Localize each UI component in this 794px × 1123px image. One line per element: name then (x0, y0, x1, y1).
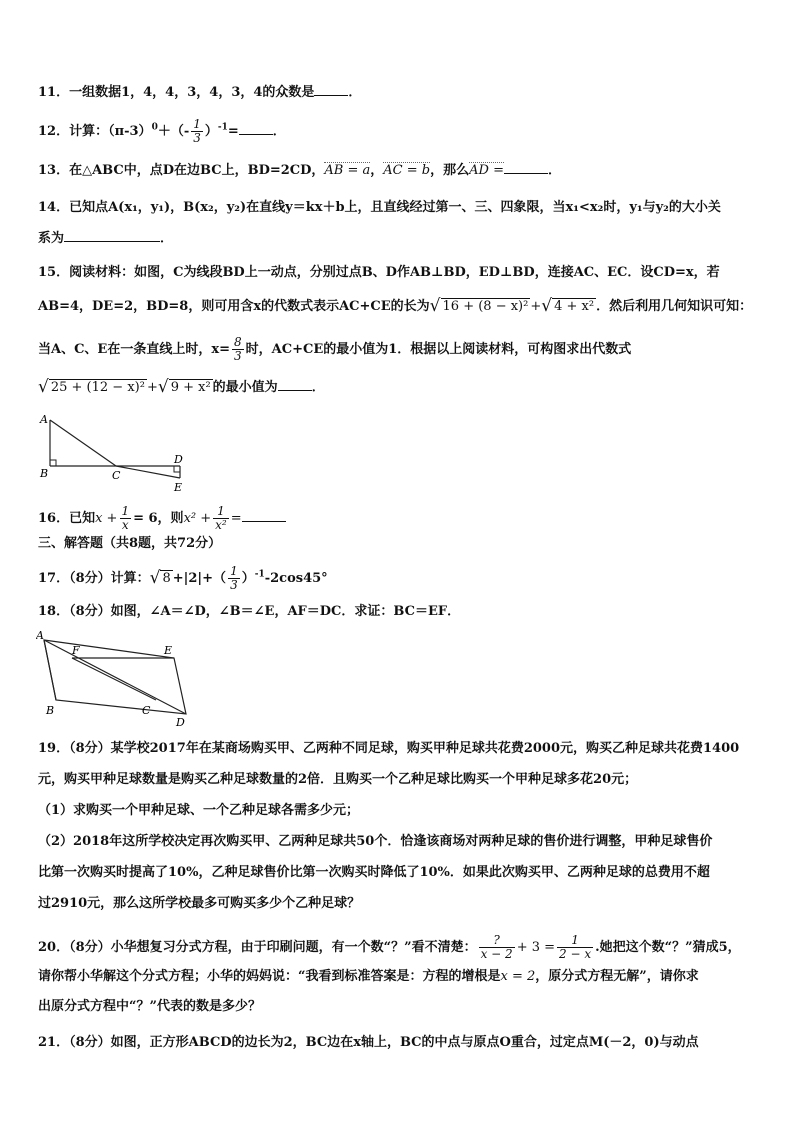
question-15-line4: √ 25 + (12 − x)² +√ 9 + x² 的最小值为 ． (38, 377, 325, 397)
question-12: 12．计算：$(\pi-3)^0+(-$ $\frac{1}{3}$ ）$^{-1}$= ． (38, 117, 286, 145)
question-20-line2: 请你帮小华解这个分式方程；小华的妈妈说：“我看到标准答案是：方程的增根是x = 2，原分式方程无解”，请你求 (38, 969, 699, 984)
question-13: 13．在△ABC中，点D在边BC上，BD=2CD，AB = a，AC = b，那么AD = ． (38, 163, 561, 178)
question-14-line1: 14．已知点A(x₁，y₁)，B(x₂，y₂)在直线y＝kx＋b上，且直线经过第一、三、四象限，当x₁<x₂时，y₁与y₂的大小关 (38, 200, 721, 215)
question-20-line3: 出原分式方程中“？”代表的数是多少？ (38, 999, 261, 1014)
question-14-line2: 系为 ． (38, 231, 174, 246)
vector-ab: AB = a (324, 163, 371, 178)
label-b: B (40, 467, 49, 480)
fraction: $\frac{1}{3}$ (230, 564, 238, 592)
answer-blank (278, 378, 312, 391)
radical: 9 + x² (170, 380, 211, 395)
answer-blank (504, 161, 548, 174)
answer-blank (64, 229, 160, 242)
radical: 25 + (12 − x)² (50, 380, 145, 395)
answer-blank (239, 122, 273, 135)
fraction: $\frac{?}{x - 2}$ (480, 933, 513, 961)
radical: 8 (162, 571, 171, 586)
question-11: 11．一组数据1，4，4，3，4，3，4的众数是 ． (38, 85, 362, 100)
question-19-line5: 比第一次购买时提高了10%，乙种足球售价比第一次购买时降低了10%．如果此次购买甲、乙两种足球的总费用不超 (38, 865, 710, 880)
label-c: C (112, 469, 121, 482)
question-15-line3: 当A、C、E在一条直线上时，x= $\frac{8}{3}$ 时，AC+CE的最小值为1．根据以上阅读材料，可构图求出代数式 (38, 335, 632, 363)
question-19-line6: 过2910元，那么这所学校最多可购买多少个乙种足球？ (38, 896, 361, 911)
radical: 16 + (8 − x)² (442, 299, 529, 314)
question-21: 21．（8分）如图，正方形ABCD的边长为2，BC边在x轴上，BC的中点与原点O重合，过定点M(－2，0)与动点 (38, 1035, 699, 1050)
label-b: B (46, 704, 55, 717)
label-e: E (164, 644, 173, 657)
question-15-line1: 15．阅读材料：如图，C为线段BD上一动点，分别过点B、D作AB⊥BD，ED⊥BD，连接AC、EC．设CD=x，若 (38, 265, 720, 280)
fraction: $\frac{1}{2 - x}$ (559, 933, 592, 961)
label-a: A (36, 629, 44, 642)
q18-figure (36, 628, 196, 728)
question-19-line2: 元，购买甲种足球数量是购买乙种足球数量的2倍．且购买一个乙种足球比购买一个甲种足球多花20元； (38, 772, 638, 787)
vector-ac: AC = b (383, 163, 431, 178)
fraction: $\frac{8}{3}$ (234, 335, 242, 363)
vector-ad: AD = (469, 163, 504, 178)
label-e: E (174, 481, 183, 494)
label-f: F (72, 644, 80, 657)
question-15-line2: AB=4，DE=2，BD=8，则可用含x的代数式表示AC+CE的长为√ 16 + (8 − x)² +√ 4 + x² ．然后利用几何知识可知： (38, 296, 753, 316)
fraction: $\frac{1}{3}$ (193, 117, 201, 145)
question-19-line3: （1）求购买一个甲种足球、一个乙种足球各需多少元； (38, 803, 360, 818)
fraction: $\frac{1}{x}$ (121, 504, 130, 532)
question-17: 17．（8分）计算：√ 8 +|2|+（ $\frac{1}{3}$ ）$^{-1}$-2cos45° (38, 564, 328, 592)
question-19-line4: （2）2018年这所学校决定再次购买甲、乙两种足球共50个．恰逢该商场对两种足球的售价进行调整，甲种足球售价 (38, 834, 713, 849)
label-d: D (174, 453, 183, 466)
question-18: 18．（8分）如图，∠A＝∠D，∠B＝∠E，AF＝DC．求证：BC＝EF． (38, 604, 461, 619)
q15-figure (36, 412, 196, 494)
label-c: C (142, 704, 151, 717)
radical: 4 + x² (554, 299, 595, 314)
answer-blank (314, 83, 348, 96)
question-20-line1: 20．（8分）小华想复习分式方程，由于印刷问题，有一个数“？”看不清楚： $\frac{?}{x - 2}$ + 3 = $\frac{1}{2 - x}$ .她把这个数“？”猜成5， (38, 933, 741, 961)
label-d: D (176, 716, 185, 728)
answer-blank (242, 509, 286, 522)
question-19-line1: 19．（8分）某学校2017年在某商场购买甲、乙两种不同足球，购买甲种足球共花费2000元，购买乙种足球共花费1400 (38, 741, 740, 756)
question-16: 16．已知x + $\frac{1}{x}$ = 6，则x² + $\frac{1}{\text{x²}}$ = (38, 505, 286, 532)
fraction: $\frac{1}{\text{x²}}$ (215, 504, 227, 532)
section-heading: 三、解答题（共8题，共72分） (38, 536, 222, 551)
label-a: A (40, 413, 48, 426)
